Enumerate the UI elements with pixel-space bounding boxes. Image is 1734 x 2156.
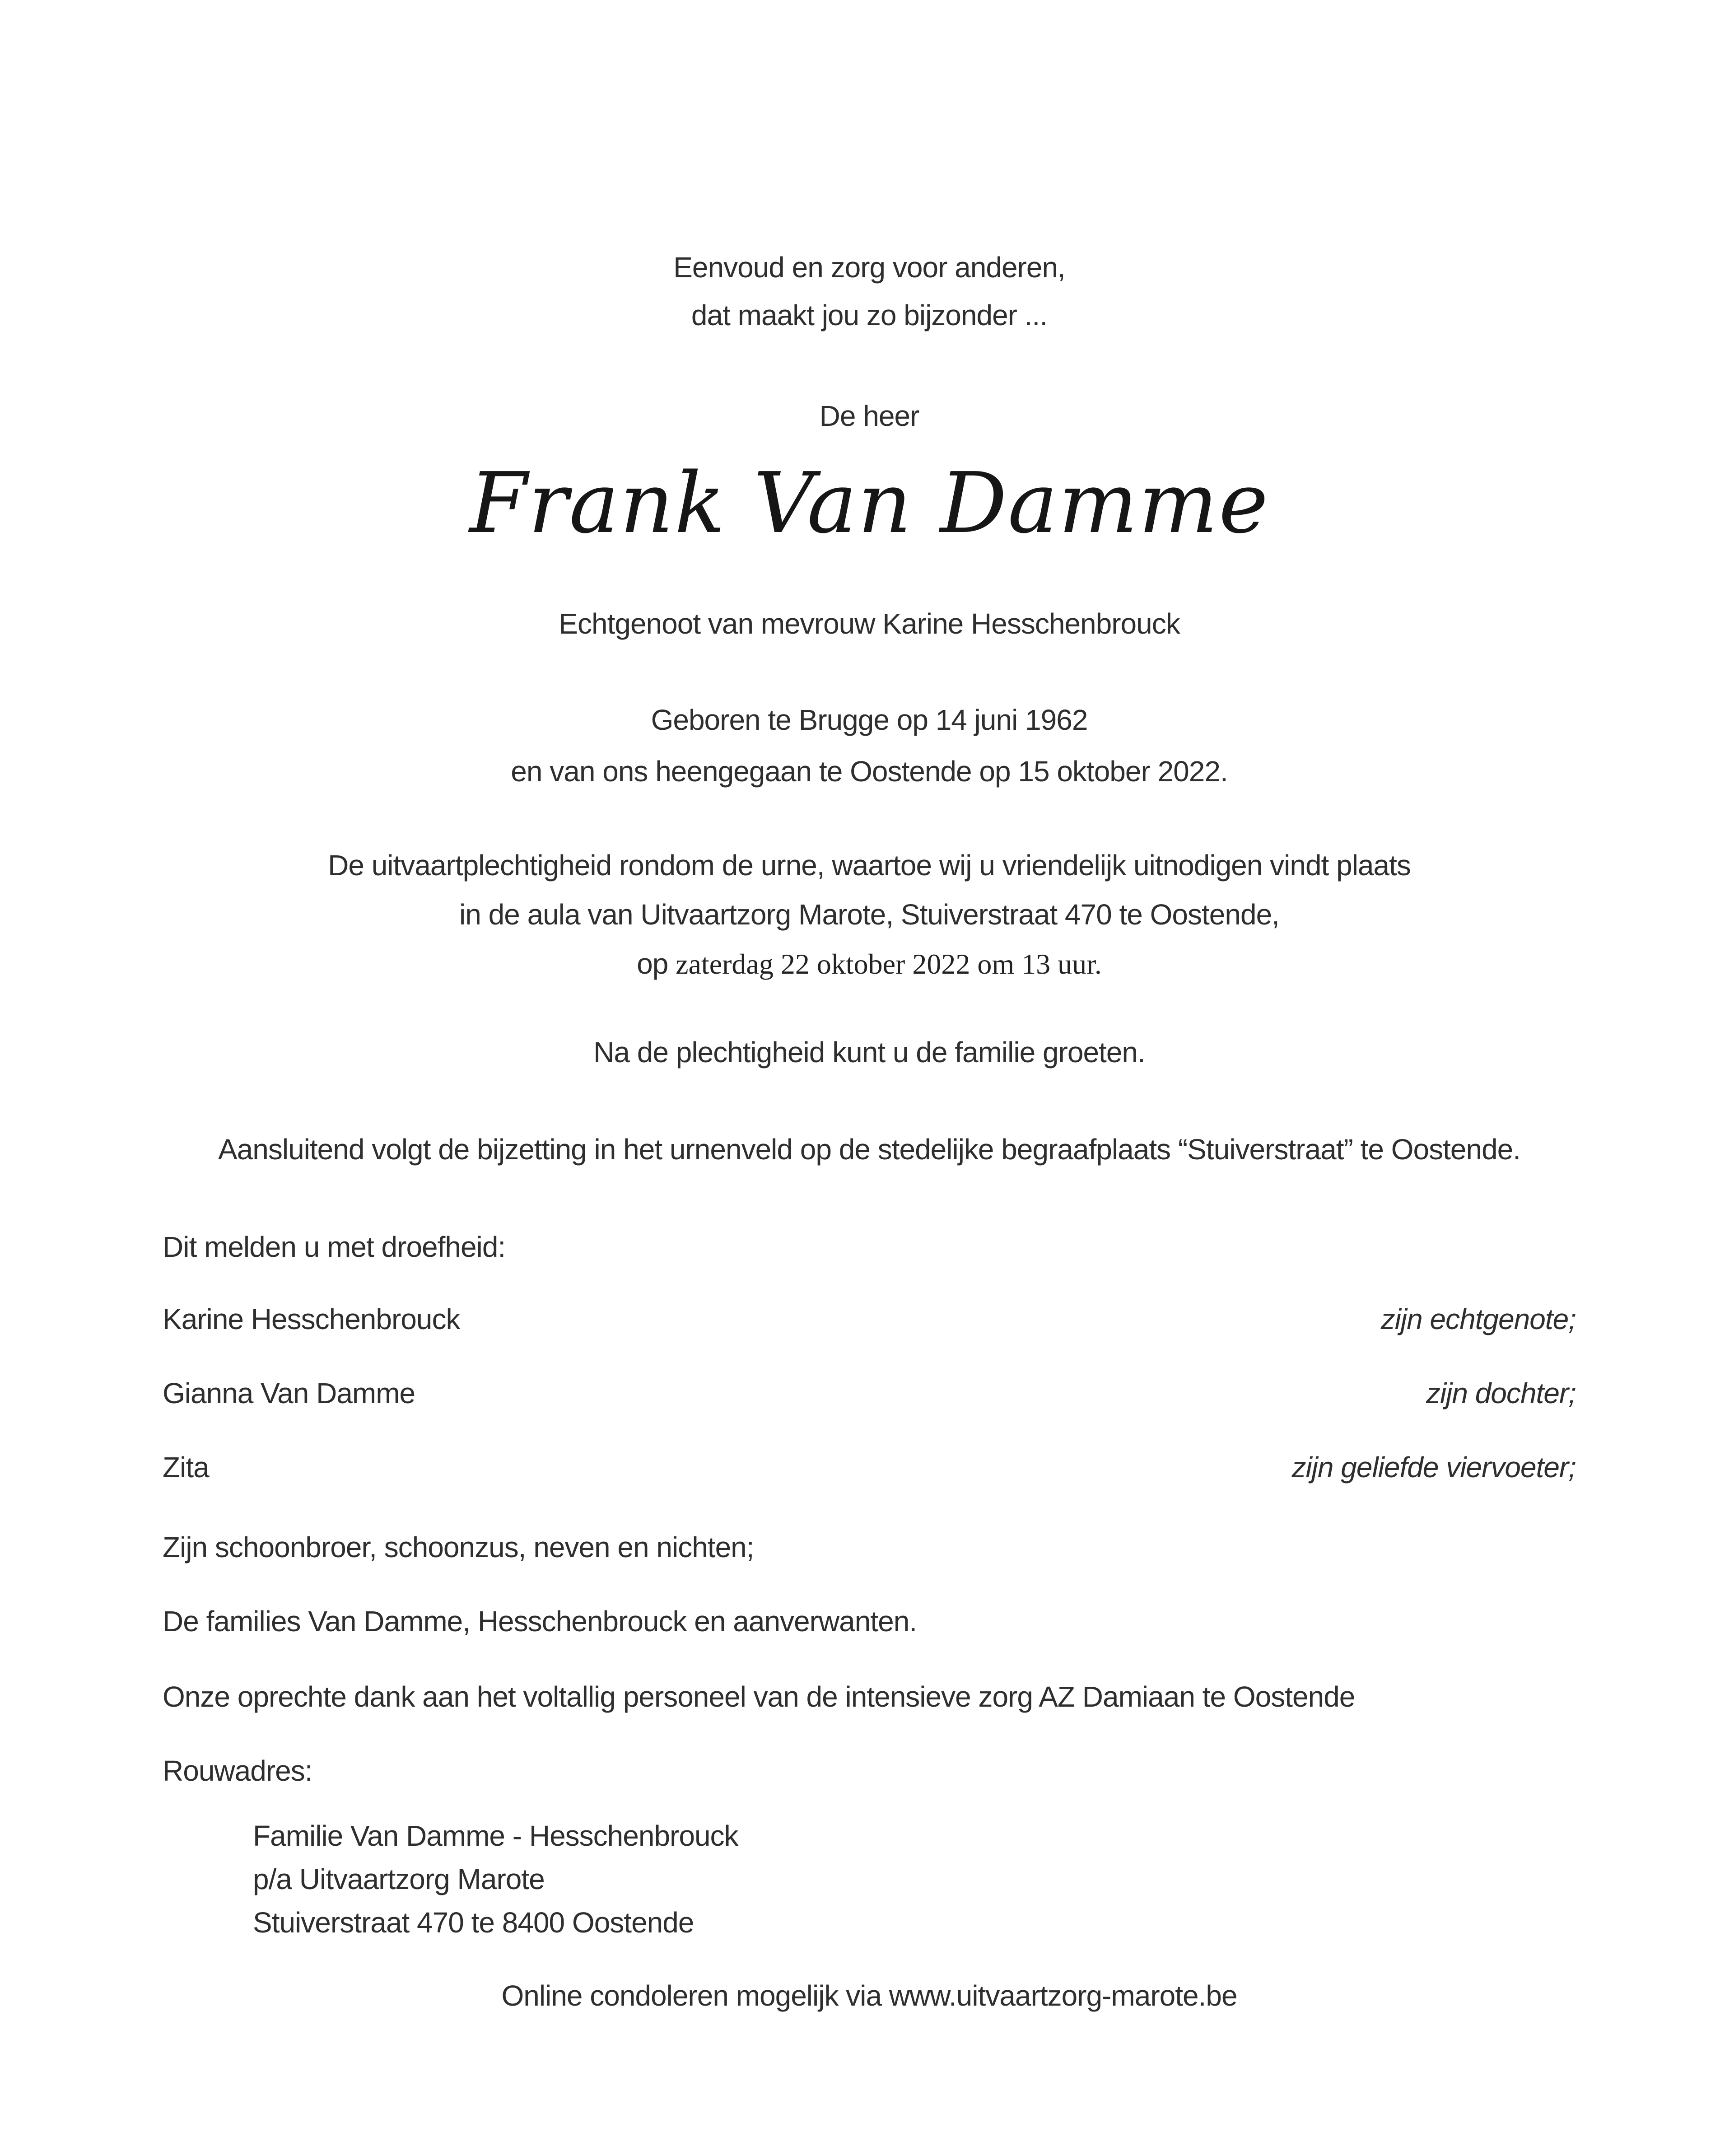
mourner-relation: zijn echtgenote;: [1380, 1303, 1576, 1336]
mourner-relation: zijn dochter;: [1426, 1377, 1576, 1409]
deceased-name: Frank Van Damme: [469, 454, 1269, 552]
ceremony-line-3: [163, 939, 1576, 989]
ceremony-line-1: De uitvaartplechtigheid rondom de urne, waartoe wij u vriendelijk uitnodigen vindt plaats: [328, 849, 1411, 882]
mourner-list: [163, 1296, 1576, 1491]
mourner-row: [163, 1370, 1576, 1418]
life-dates-block: [163, 695, 1576, 798]
greeting-line: Na de plechtigheid kunt u de familie groeten.: [593, 1036, 1145, 1069]
online-condolence-line: Online condoleren mogelijk via www.uitvaartzorg-marote.be: [501, 1979, 1237, 2012]
birth-line: Geboren te Brugge op 14 juni 1962: [651, 704, 1088, 737]
mourner-relation: zijn geliefde viervoeter;: [1291, 1451, 1576, 1484]
family-line-2: De families Van Damme, Hesschenbrouck en aanverwanten.: [163, 1605, 917, 1638]
memorial-quote-line-2: dat maakt jou zo bijzonder ...: [691, 299, 1048, 331]
announcement-intro: Dit melden u met droefheid:: [163, 1230, 506, 1263]
address-line-3: Stuiverstraat 470 te 8400 Oostende: [253, 1906, 694, 1939]
mourner-name: Gianna Van Damme: [163, 1377, 415, 1409]
thanks-line: Onze oprechte dank aan het voltallig personeel van de intensieve zorg AZ Damiaan te Oostende: [163, 1680, 1355, 1713]
mourner-row: [163, 1444, 1576, 1492]
mourner-name: Karine Hesschenbrouck: [163, 1303, 460, 1336]
mourner-name: Zita: [163, 1451, 209, 1484]
ceremony-paragraph: [163, 841, 1576, 989]
ceremony-line-2: in de aula van Uitvaartzorg Marote, Stuiverstraat 470 te Oostende,: [459, 898, 1279, 931]
address-line-1: Familie Van Damme - Hesschenbrouck: [253, 1819, 738, 1852]
memorial-quote: [163, 244, 1576, 339]
spouse-line: Echtgenoot van mevrouw Karine Hesschenbrouck: [559, 607, 1180, 640]
ceremony-date-prefix: op: [637, 947, 676, 980]
family-line-1: Zijn schoonbroer, schoonzus, neven en nichten;: [163, 1531, 754, 1564]
memorial-quote-line-1: Eenvoud en zorg voor anderen,: [673, 251, 1065, 284]
ceremony-date-emphasis: zaterdag 22 oktober 2022 om 13 uur.: [676, 947, 1102, 980]
mourning-address-label: Rouwadres:: [163, 1754, 312, 1787]
interment-line: Aansluitend volgt de bijzetting in het urnenveld op de stedelijke begraafplaats “Stuiverstraat” te Oostende.: [218, 1133, 1521, 1166]
salutation: De heer: [819, 400, 919, 433]
mourning-address-block: [253, 1814, 1576, 1944]
address-line-2: p/a Uitvaartzorg Marote: [253, 1862, 545, 1895]
mourner-row: [163, 1296, 1576, 1344]
death-line: en van ons heengegaan te Oostende op 15 oktober 2022.: [511, 755, 1228, 788]
